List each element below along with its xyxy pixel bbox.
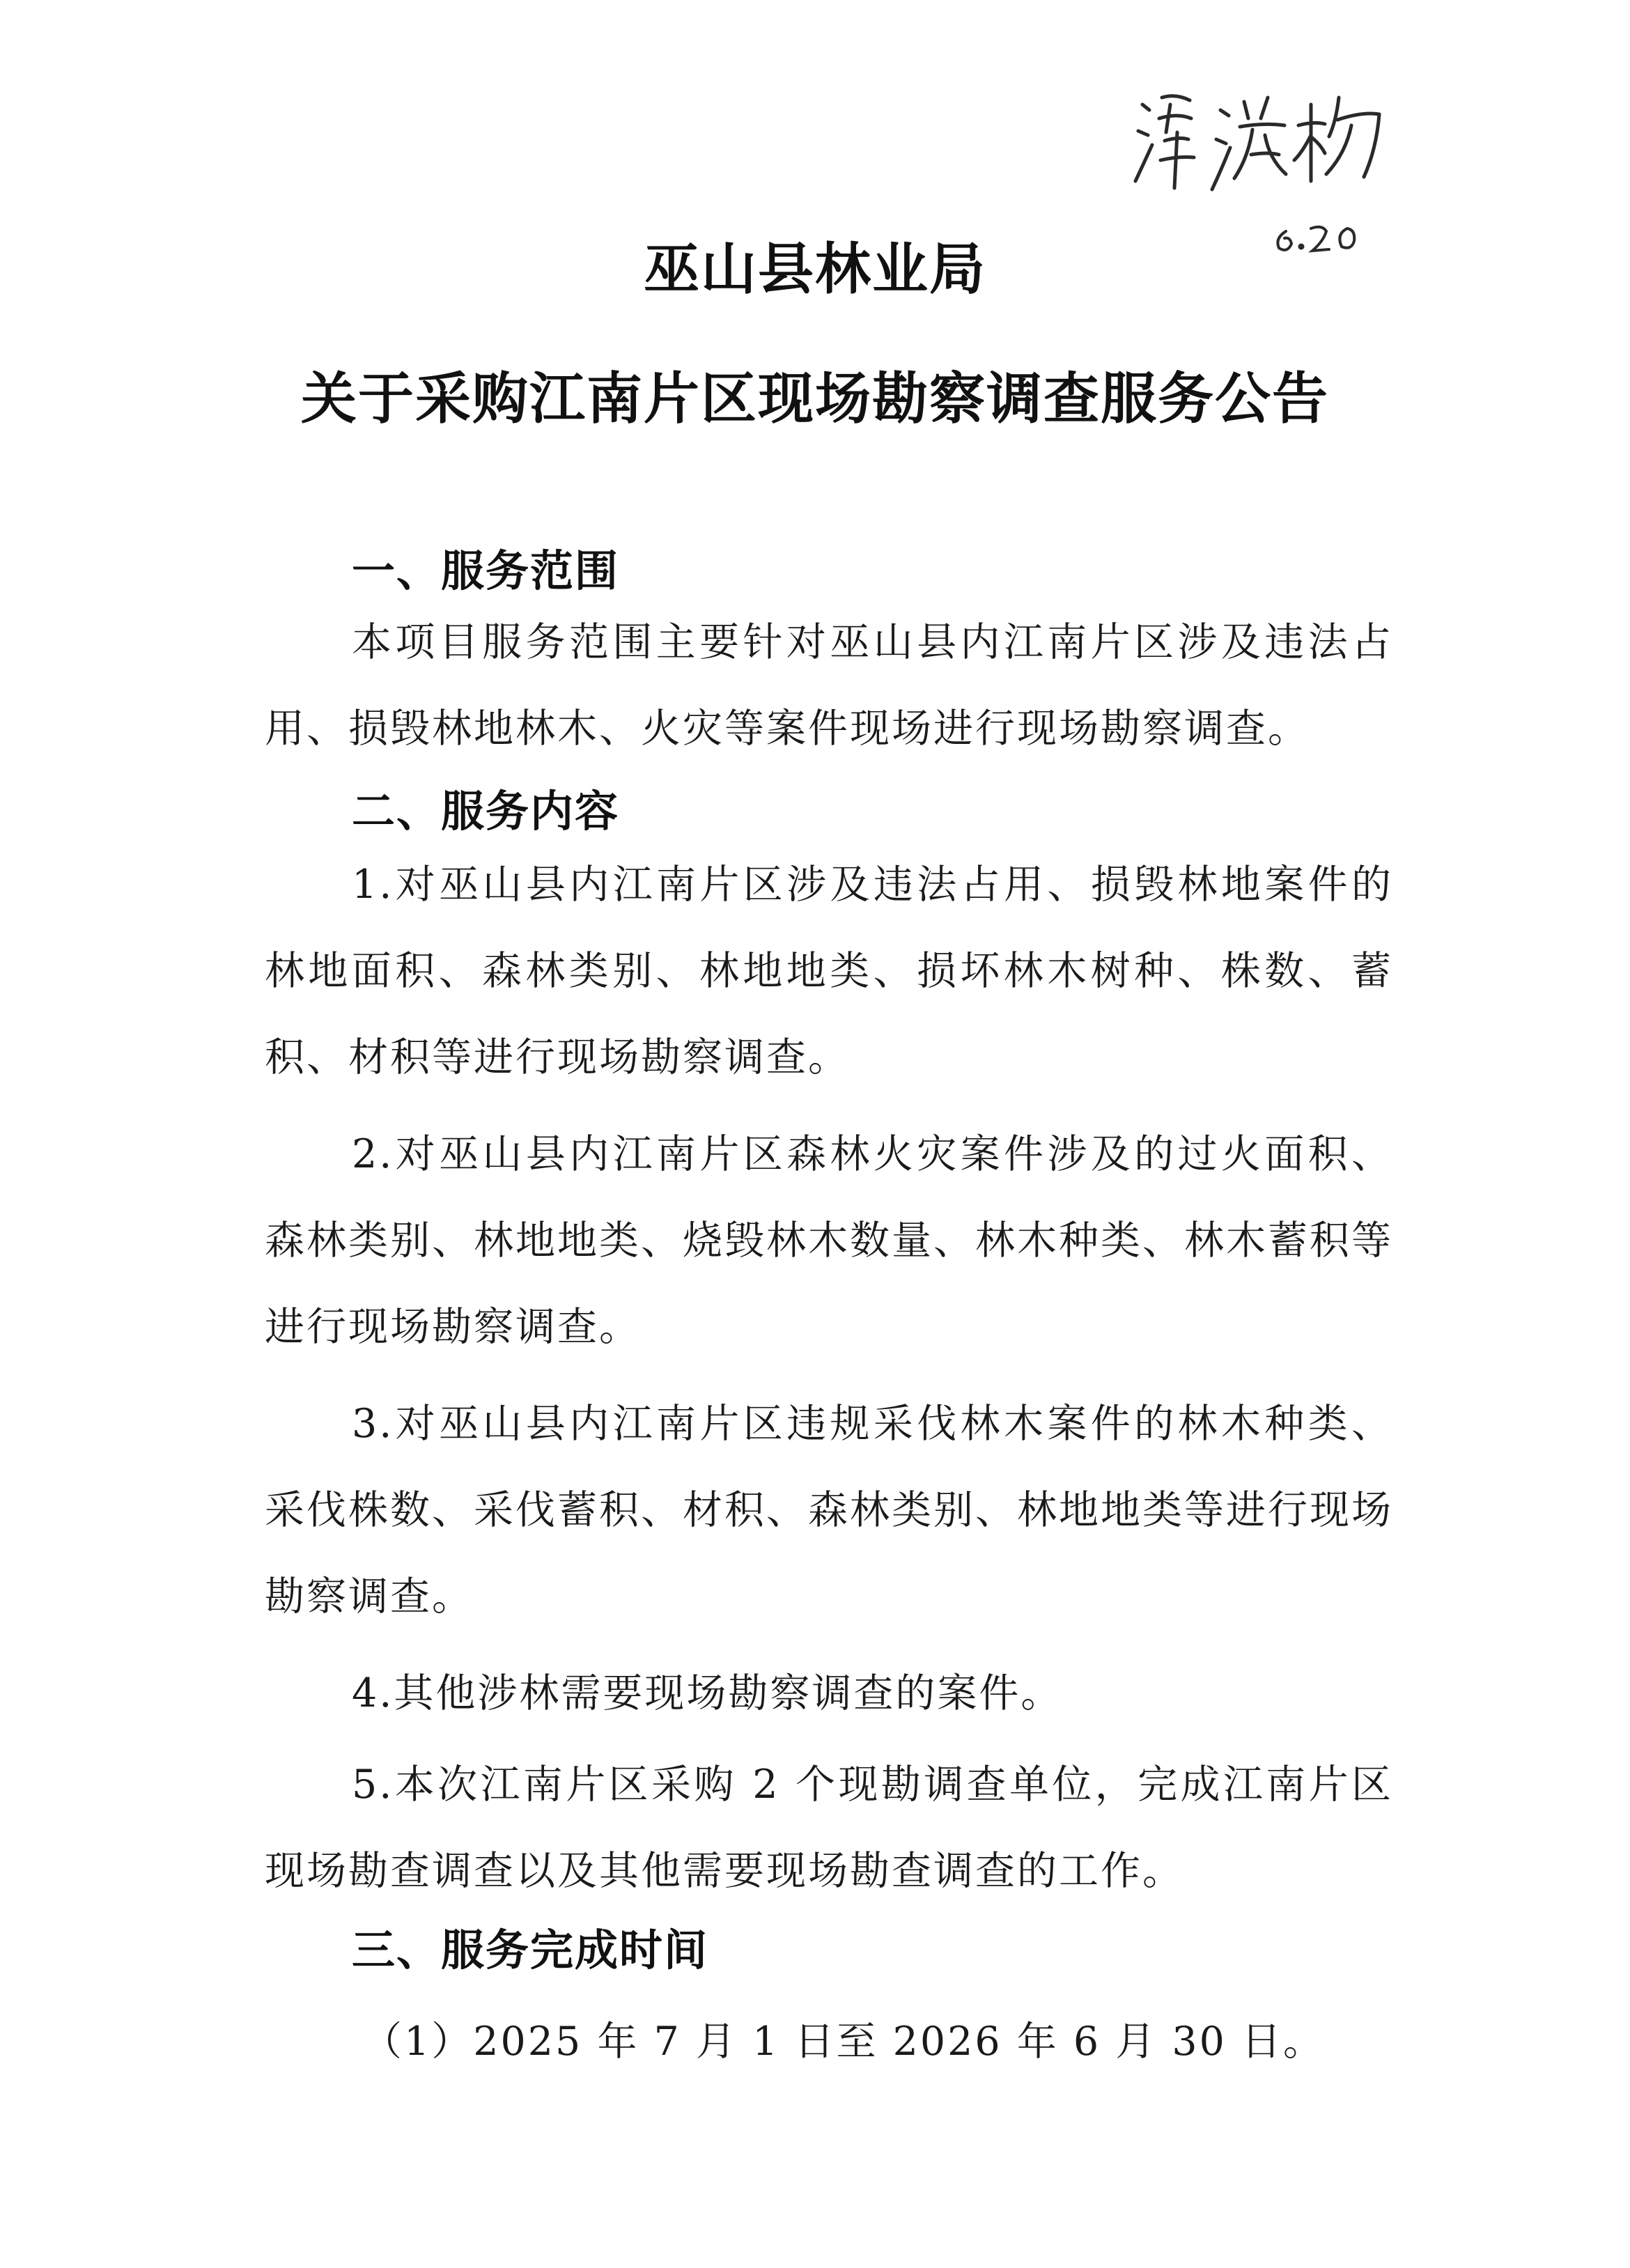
content-item-2: 2.对巫山县内江南片区森林火灾案件涉及的过火面积、森林类别、林地地类、烧毁林木数量、林木种类、林木蓄积等进行现场勘察调查。 [265,1131,1393,1350]
content-item-3: 3.对巫山县内江南片区违规采伐林木案件的林木种类、采伐株数、采伐蓄积、材积、森林类别、林地地类等进行现场勘察调查。 [265,1401,1393,1620]
document-title-line-1: 巫山县林业局 [644,237,986,302]
section-heading-completion-time: 三、服务完成时间 [352,1925,709,1975]
paragraph-scope: 本项目服务范围主要针对巫山县内江南片区涉及违法占用、损毁林地林木、火灾等案件现场进行现场勘察调查。 [265,619,1393,752]
content-item-5: 5.本次江南片区采购 2 个现勘调查单位，完成江南片区现场勘查调查以及其他需要现场勘查调查的工作。 [265,1762,1393,1894]
content-item-4: 4.其他涉林需要现场勘察调查的案件。 [352,1670,1063,1716]
completion-time-line: （1）2025 年 7 月 1 日至 2026 年 6 月 30 日。 [362,2019,1326,2065]
content-item-1: 1.对巫山县内江南片区涉及违法占用、损毁林地案件的林地面积、森林类别、林地地类、损坏林木树种、株数、蓄积、材积等进行现场勘察调查。 [265,862,1393,1080]
document-title-line-2: 关于采购江南片区现场勘察调查服务公告 [301,366,1329,431]
section-heading-content: 二、服务内容 [352,786,620,837]
section-heading-scope: 一、服务范围 [352,545,620,596]
